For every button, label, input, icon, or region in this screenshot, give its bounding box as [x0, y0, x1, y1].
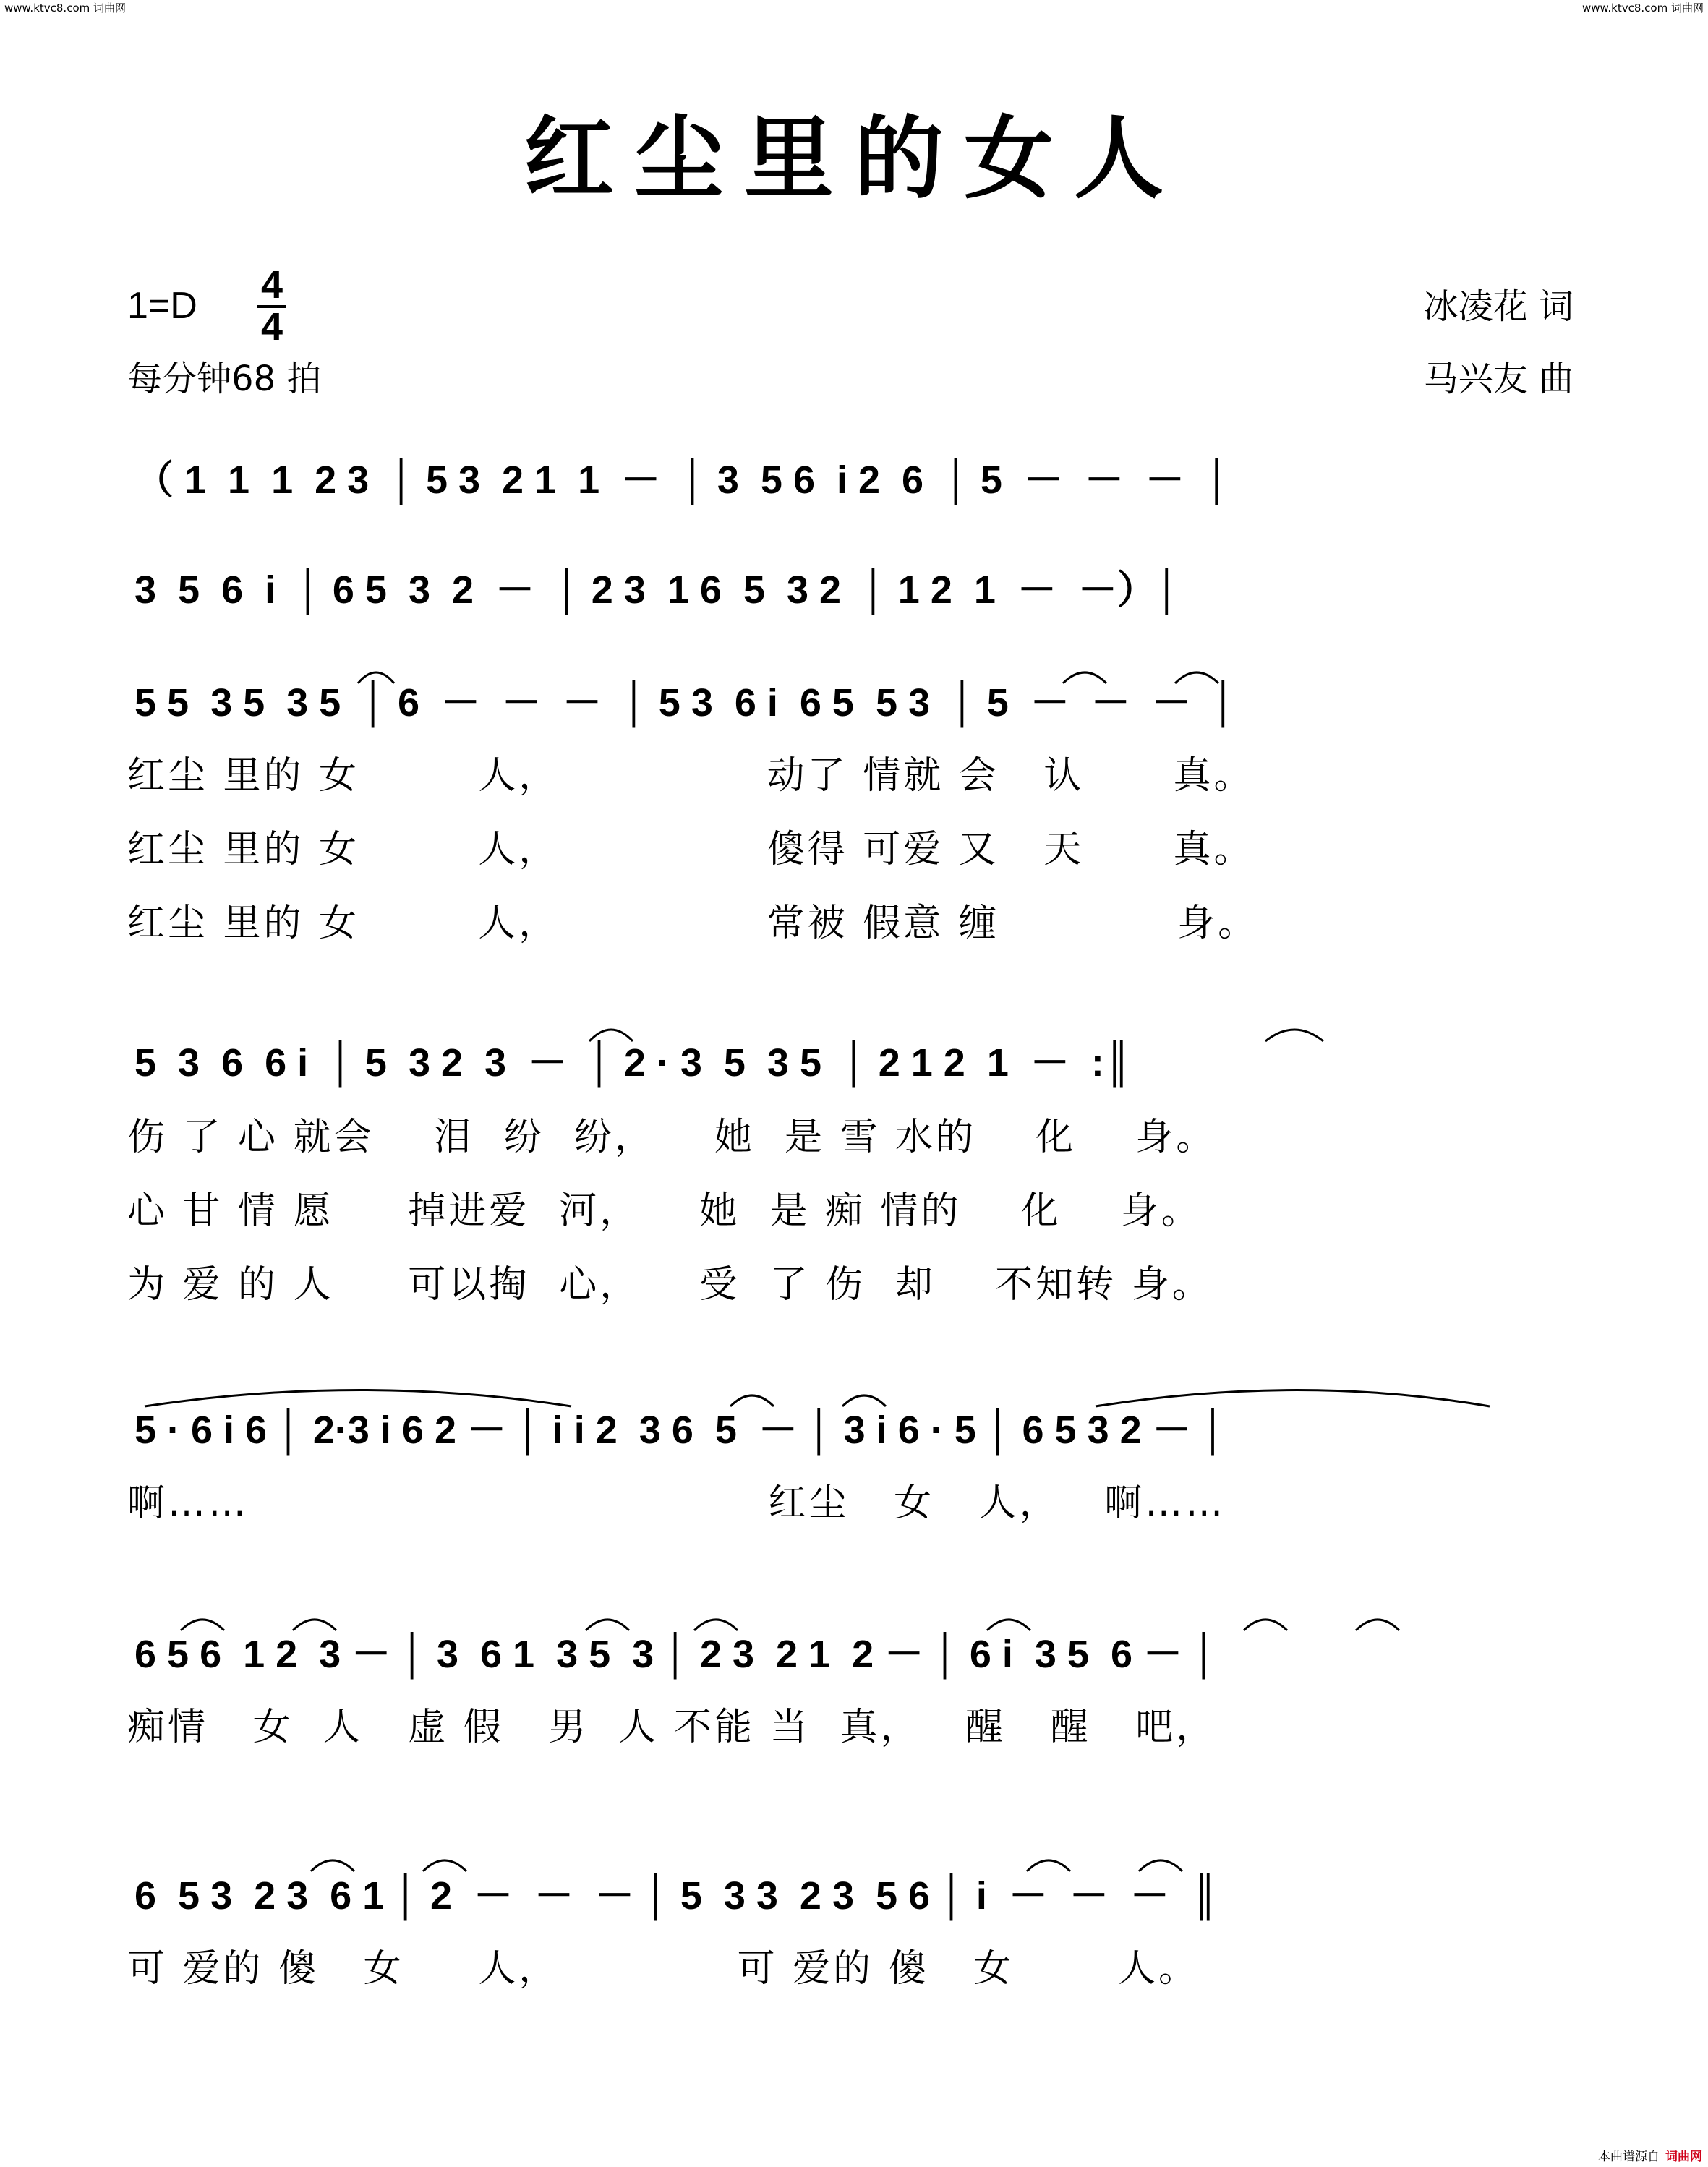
lyric-line: 啊…… 红尘 女 人， 啊……: [127, 1482, 1226, 1525]
time-signature-denominator: 4: [260, 305, 283, 349]
notation-row-2: 3 5 6 i │ 6 5 3 2 － │ 2 3 1 6 5 3 2 │ 1 2 1 － －）│: [134, 568, 1181, 612]
lyric-verse-1: 红尘 里的 女 人， 动了 情就 会 认 真。: [127, 754, 1255, 798]
key-signature: 1=D: [127, 285, 197, 327]
lyric-verse-2: 红尘 里的 女 人， 傻得 可爱 又 天 真。: [127, 828, 1255, 871]
slur: [1027, 1860, 1070, 1871]
notation-row-5: 5 · 6 i 6 │ 2·3 i 6 2 － │ i i 2 3 6 5 － │ 3 i 6 · 5 │ 6 5 3 2 － │: [134, 1409, 1227, 1452]
slur: [311, 1860, 354, 1871]
lyric-verse-1: 伤 了 心 就会 泪 纷 纷， 她 是 雪 水的 化 身。: [127, 1116, 1217, 1159]
slur: [145, 1390, 571, 1407]
slur: [987, 1620, 1030, 1630]
notation-row-1: （ 1 1 1 2 3 │ 5 3 2 1 1 － │ 3 5 6 i 2 6 │ 5 － － － │: [134, 458, 1231, 502]
slur: [842, 1395, 886, 1406]
slur: [1096, 1390, 1490, 1407]
lyric-line: 可 爱的 傻 女 人， 可 爱的 傻 女 人。: [127, 1947, 1199, 1991]
site-watermark-right: www.ktvc8.com 词曲网: [1581, 1, 1704, 14]
notation-row-6: 6 5 6 1 2 3 － │ 3 6 1 3 5 3 │ 2 3 2 1 2 － │ 6 i 3 5 6 － │: [134, 1633, 1218, 1676]
lyric-verse-3: 为 爱 的 人 可以掏 心， 受 了 伤 却 不知转 身。: [127, 1263, 1213, 1307]
slur: [694, 1620, 738, 1630]
notation-row-7: 6 5 3 2 3 6 1 │ 2 － － － │ 5 3 3 2 3 5 6 │ i － － － ║: [134, 1874, 1219, 1918]
time-signature-numerator: 4: [260, 263, 283, 307]
slur: [589, 1030, 633, 1041]
song-title: 红尘里的女人: [524, 106, 1184, 211]
slur: [293, 1620, 336, 1630]
slur: [1244, 1620, 1287, 1630]
slur: [1356, 1620, 1399, 1630]
tempo-marking: 每分钟68 拍: [127, 359, 322, 399]
lyric-line: 痴情 女 人 虚 假 男 人 不能 当 真， 醒 醒 吧，: [127, 1706, 1217, 1749]
notation-row-4: 5 3 6 6 i │ 5 3 2 3 － │ 2 · 3 5 3 5 │ 2 1 2 1 － :║: [134, 1041, 1132, 1085]
slur: [423, 1860, 466, 1871]
lyric-verse-3: 红尘 里的 女 人， 常被 假意 缠 身。: [127, 902, 1259, 945]
site-watermark-left: www.ktvc8.com 词曲网: [4, 1, 127, 14]
lyricist-credit: 冰凌花 词: [1423, 286, 1574, 327]
composer-credit: 马兴友 曲: [1423, 359, 1574, 399]
slur: [1265, 1030, 1323, 1041]
footer-text: 本曲谱源自: [1598, 2150, 1660, 2164]
footer-source: [1598, 2146, 1702, 2164]
footer-brand[interactable]: 词曲网: [1665, 2150, 1702, 2164]
slur: [586, 1620, 629, 1630]
slur: [1139, 1860, 1182, 1871]
slur: [181, 1620, 224, 1630]
slur: [730, 1395, 774, 1406]
lyric-verse-2: 心 甘 情 愿 掉进爱 河， 她 是 痴 情的 化 身。: [127, 1189, 1202, 1233]
notation-row-3: 5 5 3 5 3 5 │ 6 － － － │ 5 3 6 i 6 5 5 3 │ 5 － － － │: [134, 681, 1237, 725]
